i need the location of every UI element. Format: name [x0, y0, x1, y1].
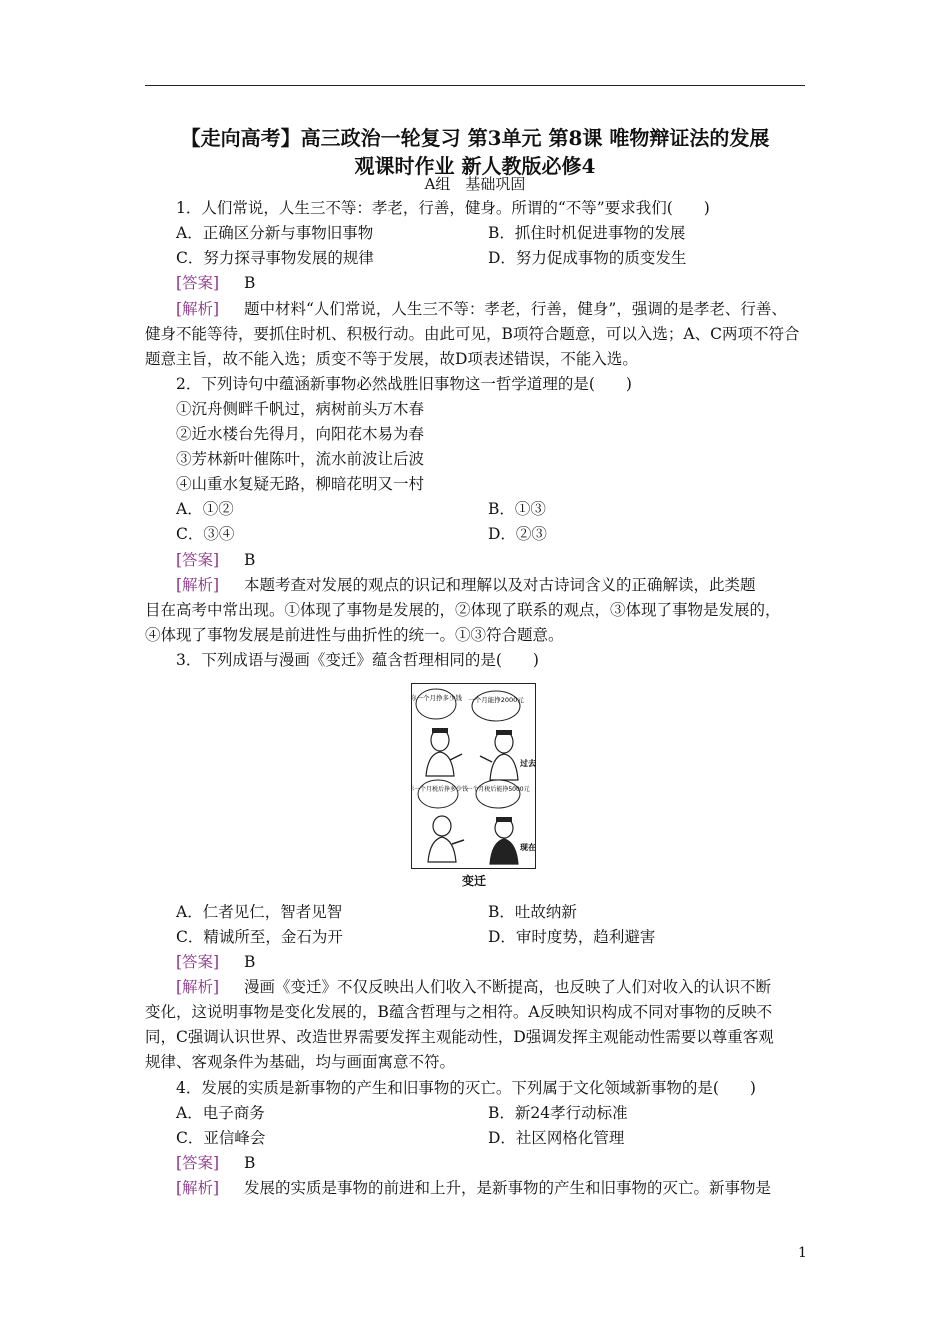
- bubble-past-question: 你一个月挣多少钱: [412, 694, 462, 702]
- q3-analysis-text: 漫画《变迁》不仅反映出人们收入不断提高，也反映了人们对收入的认识不断: [244, 978, 772, 996]
- q1-analysis-text: 健身不能等待，要抓住时机、积极行动。由此可见，B项符合题意，可以入选；A、C两项不符合: [145, 325, 800, 343]
- bubble-now-question: 你一个月税后挣多少钱: [412, 786, 469, 793]
- bubble-now-answer: 一个月税后能挣5000元: [466, 786, 530, 793]
- q3-analysis-tag: [解析]: [176, 978, 220, 996]
- q3-analysis-text: 同，C强调认识世界、改造世界需要发挥主观能动性，D强调发挥主观能动性需要以尊重客观: [145, 1028, 774, 1046]
- document-title-line2: 观课时作业 新人教版必修4: [354, 154, 596, 178]
- q4-answer-tag: [答案]: [176, 1154, 220, 1172]
- q2-analysis-tag: [解析]: [176, 576, 220, 594]
- q2-option-c: C．③④: [176, 525, 235, 543]
- q2-item-3: ③芳林新叶催陈叶，流水前波让后波: [176, 450, 425, 468]
- q3-answer-value: B: [244, 953, 256, 971]
- q3-analysis-text: 规律、客观条件为基础，均与画面寓意不符。: [145, 1053, 456, 1071]
- q2-option-b: B．①③: [488, 500, 546, 518]
- q3-option-a: A．仁者见仁，智者见智: [176, 903, 343, 921]
- q2-option-a: A．①②: [176, 500, 234, 518]
- q1-option-a: A．正确区分新与事物旧事物: [176, 224, 374, 242]
- q3-option-b: B．吐故纳新: [488, 903, 577, 921]
- q1-option-c: C．努力探寻事物发展的规律: [176, 249, 374, 267]
- q3-answer-tag: [答案]: [176, 953, 220, 971]
- q2-analysis-text: ④体现了事物发展是前进性与曲折性的统一。①③符合题意。: [145, 626, 564, 644]
- q2-item-4: ④山重水复疑无路，柳暗花明又一村: [176, 475, 425, 493]
- q3-option-c: C．精诚所至，金石为开: [176, 928, 343, 946]
- q1-option-d: D．努力促成事物的质变发生: [488, 249, 687, 267]
- q2-analysis-text: 本题考查对发展的观点的识记和理解以及对古诗词含义的正确解读，此类题: [244, 576, 756, 594]
- group-label: A组 基础巩固: [424, 175, 526, 193]
- q2-option-d: D．②③: [488, 525, 547, 543]
- q4-option-d: D．社区网格化管理: [488, 1129, 625, 1147]
- header-rule: [145, 85, 805, 86]
- question-3-stem: 3．下列成语与漫画《变迁》蕴含哲理相同的是( ): [176, 651, 539, 669]
- cartoon-image: [411, 683, 536, 869]
- document-title-line1: 【走向高考】高三政治一轮复习 第3单元 第8课 唯物辩证法的发展: [180, 126, 770, 150]
- q4-analysis-text: 发展的实质是事物的前进和上升，是新事物的产生和旧事物的灭亡。新事物是: [244, 1179, 772, 1197]
- q3-analysis-text: 变化，这说明事物是变化发展的，B蕴含哲理与之相符。A反映知识构成不同对事物的反映不: [145, 1003, 773, 1021]
- q4-analysis-tag: [解析]: [176, 1179, 220, 1197]
- q1-analysis-tag: [解析]: [176, 300, 220, 318]
- q4-option-b: B．新24孝行动标准: [488, 1104, 628, 1122]
- q1-answer-value: B: [244, 274, 256, 292]
- q2-answer-value: B: [244, 551, 256, 569]
- page-number: 1: [798, 1245, 807, 1261]
- q4-option-c: C．亚信峰会: [176, 1129, 266, 1147]
- q1-answer-tag: [答案]: [176, 274, 220, 292]
- label-past: 过去: [520, 759, 535, 768]
- q3-option-d: D．审时度势，趋利避害: [488, 928, 656, 946]
- q1-option-b: B．抓住时机促进事物的发展: [488, 224, 686, 242]
- q4-answer-value: B: [244, 1154, 256, 1172]
- q1-analysis-text: 题中材料“人们常说，人生三不等：孝老，行善，健身”，强调的是孝老、行善、: [244, 300, 787, 318]
- q2-analysis-text: 目在高考中常出现。①体现了事物是发展的，②体现了联系的观点，③体现了事物是发展的，: [145, 601, 781, 619]
- q4-option-a: A．电子商务: [176, 1104, 265, 1122]
- q2-answer-tag: [答案]: [176, 551, 220, 569]
- question-1-stem: 1．人们常说，人生三不等：孝老，行善，健身。所谓的“不等”要求我们( ): [176, 199, 710, 217]
- label-now: 现在: [520, 843, 535, 852]
- question-4-stem: 4．发展的实质是新事物的产生和旧事物的灭亡。下列属于文化领域新事物的是( ): [176, 1079, 756, 1097]
- question-2-stem: 2．下列诗句中蕴涵新事物必然战胜旧事物这一哲学道理的是( ): [176, 375, 632, 393]
- q2-item-2: ②近水楼台先得月，向阳花木易为春: [176, 425, 425, 443]
- cartoon-caption: 变迁: [461, 874, 486, 888]
- q1-analysis-text: 题意主旨，故不能入选；质变不等于发展，故D项表述错误，不能入选。: [145, 350, 638, 368]
- q2-item-1: ①沉舟侧畔千帆过，病树前头万木春: [176, 400, 425, 418]
- bubble-past-answer: 一个月能挣2000元: [468, 696, 524, 704]
